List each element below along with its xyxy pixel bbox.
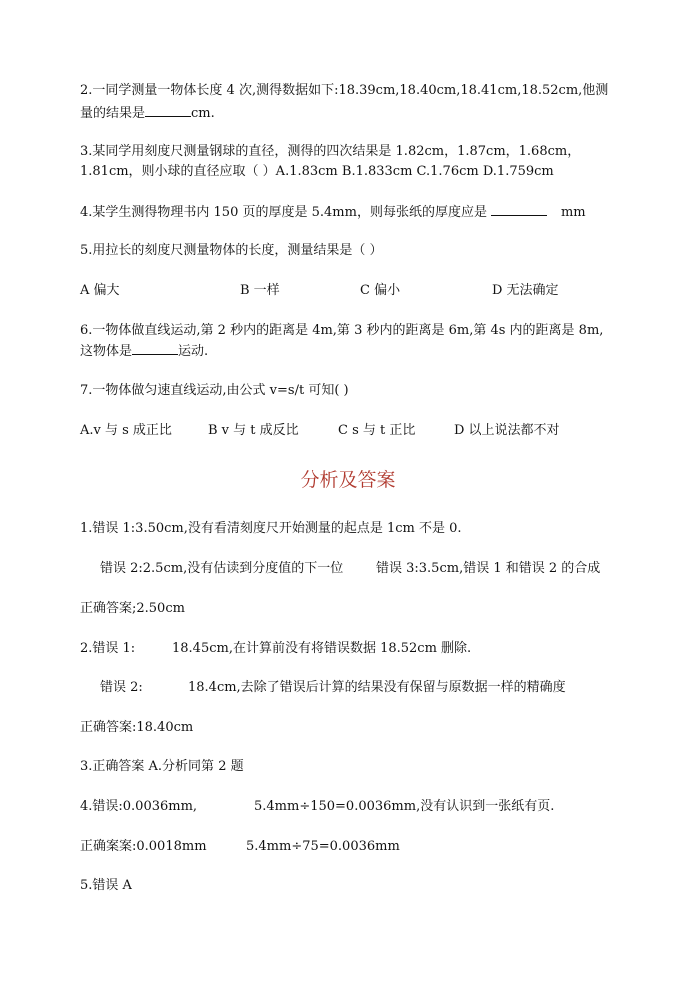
question-2-line-2	[80, 104, 215, 123]
question-7-option-b: B v 与 t 成反比	[208, 423, 299, 438]
question-7-text: 7.一物体做匀速直线运动,由公式 v=s/t 可知( )	[80, 383, 349, 398]
answer-blank	[491, 203, 547, 216]
question-4-unit: mm	[560, 205, 586, 220]
answer-2-line-2b: 18.4cm,去除了错误后计算的结果没有保留与原数据一样的精确度	[188, 680, 566, 695]
answer-1-correct: 正确答案;2.50cm	[80, 601, 185, 616]
question-2-line-1: 2.一同学测量一物体长度 4 次,测得数据如下:18.39cm,18.40cm,18.41cm,18.52cm,他测	[80, 83, 609, 98]
question-5-option-d: D 无法确定	[492, 283, 559, 298]
answer-4-line-1a: 4.错误:0.0036mm,	[80, 799, 198, 814]
answer-4-correct-a: 正确案案:0.0018mm	[80, 839, 207, 854]
answer-2-line-2a: 错误 2:	[100, 680, 143, 695]
answer-1-line-1: 1.错误 1:3.50cm,没有看清刻度尺开始测量的起点是 1cm 不是 0.	[80, 521, 462, 536]
answer-2-correct: 正确答案:18.40cm	[80, 720, 194, 735]
question-5-text: 5.用拉长的刻度尺测量物体的长度，测量结果是（ ）	[80, 243, 383, 258]
answers-heading: 分析及答案	[300, 469, 396, 491]
question-7-option-c: C s 与 t 正比	[338, 423, 416, 438]
question-5-option-c: C 偏小	[360, 283, 401, 298]
question-6-line-2	[80, 342, 208, 361]
answer-blank	[145, 104, 191, 117]
answer-1-line-2b: 错误 3:3.5cm,错误 1 和错误 2 的合成	[376, 561, 601, 576]
answer-2-line-1b: 18.45cm,在计算前没有将错误数据 18.52cm 删除.	[172, 641, 472, 656]
question-2-unit: cm.	[191, 106, 215, 121]
answer-4-line-1b: 5.4mm÷150=0.0036mm,没有认识到一张纸有页.	[254, 799, 555, 814]
question-3-line-1: 3.某同学用刻度尺测量钢球的直径，测得的四次结果是 1.82cm，1.87cm，1.68cm，	[80, 144, 581, 159]
question-3-line-2: 1.81cm，则小球的直径应取（ ）A.1.83cm B.1.833cm C.1.76cm D.1.759cm	[80, 164, 554, 179]
question-7-option-a: A.v 与 s 成正比	[80, 423, 172, 438]
question-2-text: 量的结果是	[80, 106, 146, 121]
question-5-option-b: B 一样	[240, 283, 280, 298]
question-6-tail: 运动.	[178, 344, 209, 359]
answer-1-line-2a: 错误 2:2.5cm,没有估读到分度值的下一位	[100, 561, 344, 576]
question-5-option-a: A 偏大	[80, 283, 120, 298]
answer-5: 5.错误 A	[80, 878, 132, 893]
question-7-option-d: D 以上说法都不对	[454, 423, 560, 438]
answer-blank	[132, 342, 178, 355]
answer-3: 3.正确答案 A.分析同第 2 题	[80, 759, 244, 774]
question-4-line	[80, 203, 586, 222]
answer-2-line-1a: 2.错误 1:	[80, 641, 136, 656]
question-6-line-1: 6.一物体做直线运动,第 2 秒内的距离是 4m,第 3 秒内的距离是 6m,第 4s 内的距离是 8m,	[80, 323, 604, 338]
question-6-text: 这物体是	[80, 344, 133, 359]
question-4-text: 4.某学生测得物理书内 150 页的厚度是 5.4mm，则每张纸的厚度应是	[80, 205, 487, 220]
answer-4-correct-b: 5.4mm÷75=0.0036mm	[246, 839, 400, 854]
